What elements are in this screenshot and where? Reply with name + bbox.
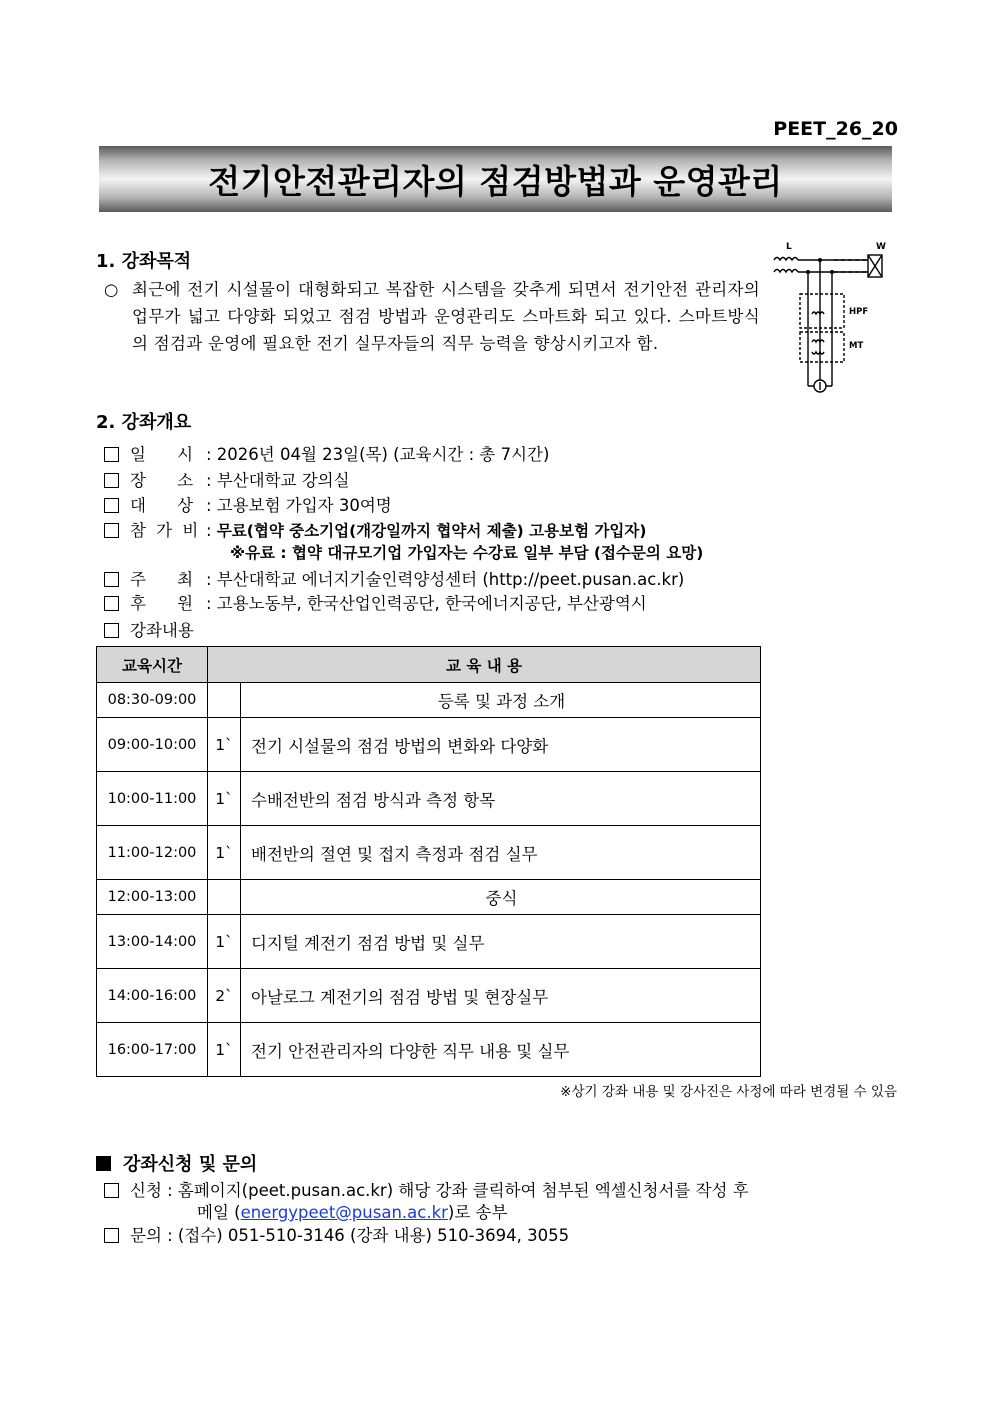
row-time: 10:00-11:00 [97,772,208,826]
inductor-bottom [774,270,798,273]
checkbox-icon [104,596,119,611]
email-link[interactable]: energypeet@pusan.ac.kr [240,1203,448,1222]
row-content: 전기 안전관리자의 다양한 직무 내용 및 실무 [241,1023,761,1077]
row-hours [208,880,241,915]
table-header-row [97,647,761,683]
diagram-label-mt: MT [849,341,864,351]
checkbox-icon [104,473,119,488]
checkbox-icon [104,572,119,587]
section2-heading: 2. 강좌개요 [96,412,192,433]
apply-text: 신청 : 홈페이지(peet.pusan.ac.kr) 해당 강좌 클릭하여 첨부된 엑셀신청서를 작성 후 [130,1181,749,1200]
row-hours: 1` [208,826,241,880]
fee-note: ※유료 : 협약 대규모기업 가입자는 수강료 일부 부담 (접수문의 요망) [230,544,704,562]
inductor-top [774,258,798,261]
row-hours [208,683,241,718]
row-time: 12:00-13:00 [97,880,208,915]
table-row [97,826,761,880]
overview-content [104,617,194,641]
table-row [97,718,761,772]
diagram-label-hpf: HPF [849,307,869,317]
purpose-text: 최근에 전기 시설물이 대형화되고 복잡한 시스템을 갖추게 되면서 전기안전 관리자의 업무가 넓고 다양화 되었고 점검 방법과 운영관리도 스마트화 되고 있다. 스마트방식의 점검과 운영에 필요한 전기 실무자들의 직무 능력을 향상시키고자 함. [132,280,760,353]
fee-colon: : [206,521,212,540]
overview-host [104,566,684,590]
row-time: 14:00-16:00 [97,969,208,1023]
date-label: 일 시 [130,445,194,464]
row-time: 13:00-14:00 [97,915,208,969]
checkbox-icon [104,1183,119,1198]
row-content: 전기 시설물의 점검 방법의 변화와 다양화 [241,718,761,772]
header-time: 교육시간 [97,647,208,683]
header-content: 교 육 내 용 [208,647,761,683]
checkbox-icon [104,523,119,538]
table-row [97,969,761,1023]
apply-email-line [197,1199,507,1223]
place-value: : 부산대학교 강의실 [206,471,350,490]
apply-line [104,1177,749,1201]
content-label: 강좌내용 [130,621,194,640]
table-row [97,880,761,915]
page-title: 전기안전관리자의 점검방법과 운영관리 [208,161,783,201]
host-label: 주 최 [130,570,194,589]
row-content: 디지털 계전기 점검 방법 및 실무 [241,915,761,969]
row-time: 09:00-10:00 [97,718,208,772]
document-code: PEET_26_20 [773,118,898,140]
overview-date [104,441,549,465]
row-hours: 1` [208,915,241,969]
circuit-diagram [768,238,892,398]
row-hours: 1` [208,772,241,826]
checkbox-icon [104,1228,119,1243]
table-row [97,915,761,969]
section1-heading: 1. 강좌목적 [96,251,192,272]
table-row [97,1023,761,1077]
sponsor-label: 후 원 [130,594,194,613]
checkbox-icon [104,623,119,638]
apply-heading-text: 강좌신청 및 문의 [123,1154,258,1175]
target-label: 대 상 [130,496,194,515]
row-content: 아날로그 계전기의 점검 방법 및 현장실무 [241,969,761,1023]
place-label: 장 소 [130,471,194,490]
row-content: 중식 [241,880,761,915]
row-time: 16:00-17:00 [97,1023,208,1077]
overview-sponsor [104,590,647,614]
apply-email-prefix: 메일 ( [197,1203,241,1222]
overview-target [104,492,392,516]
title-banner [99,146,892,212]
change-note: ※상기 강좌 내용 및 강사진은 사정에 따라 변경될 수 있음 [560,1084,897,1100]
row-hours: 1` [208,718,241,772]
fee-value: 무료(협약 중소기업(개강일까지 협약서 제출) 고용보험 가입자) [216,522,647,540]
date-value: : 2026년 04월 23일(목) (교육시간 : 총 7시간) [206,445,550,464]
fee-label: 참 가 비 [130,521,199,540]
apply-email-suffix: )로 송부 [447,1203,508,1222]
table-row [97,772,761,826]
schedule-table [96,646,761,1077]
row-hours: 1` [208,1023,241,1077]
row-time: 08:30-09:00 [97,683,208,718]
host-value: : 부산대학교 에너지기술인력양성센터 (http://peet.pusan.ac.kr) [206,570,685,589]
row-content: 수배전반의 점검 방식과 측정 항목 [241,772,761,826]
target-value: : 고용보험 가입자 30여명 [206,496,392,515]
diagram-label-w: W [876,242,886,252]
table-row [97,683,761,718]
circle-bullet: ○ [104,280,119,299]
inquiry-text: 문의 : (접수) 051-510-3146 (강좌 내용) 510-3694, 3055 [130,1226,570,1245]
checkbox-icon [104,498,119,513]
row-content: 배전반의 절연 및 접지 측정과 점검 실무 [241,826,761,880]
row-hours: 2` [208,969,241,1023]
checkbox-icon [104,447,119,462]
overview-place [104,467,350,491]
row-time: 11:00-12:00 [97,826,208,880]
row-content: 등록 및 과정 소개 [241,683,761,718]
apply-section-heading [96,1150,257,1176]
sponsor-value: : 고용노동부, 한국산업인력공단, 한국에너지공단, 부산광역시 [206,594,647,613]
inquiry-line [104,1222,569,1246]
square-bullet-icon [96,1156,111,1171]
diagram-label-l: L [786,242,792,252]
purpose-paragraph [104,276,760,357]
overview-fee [104,517,646,541]
